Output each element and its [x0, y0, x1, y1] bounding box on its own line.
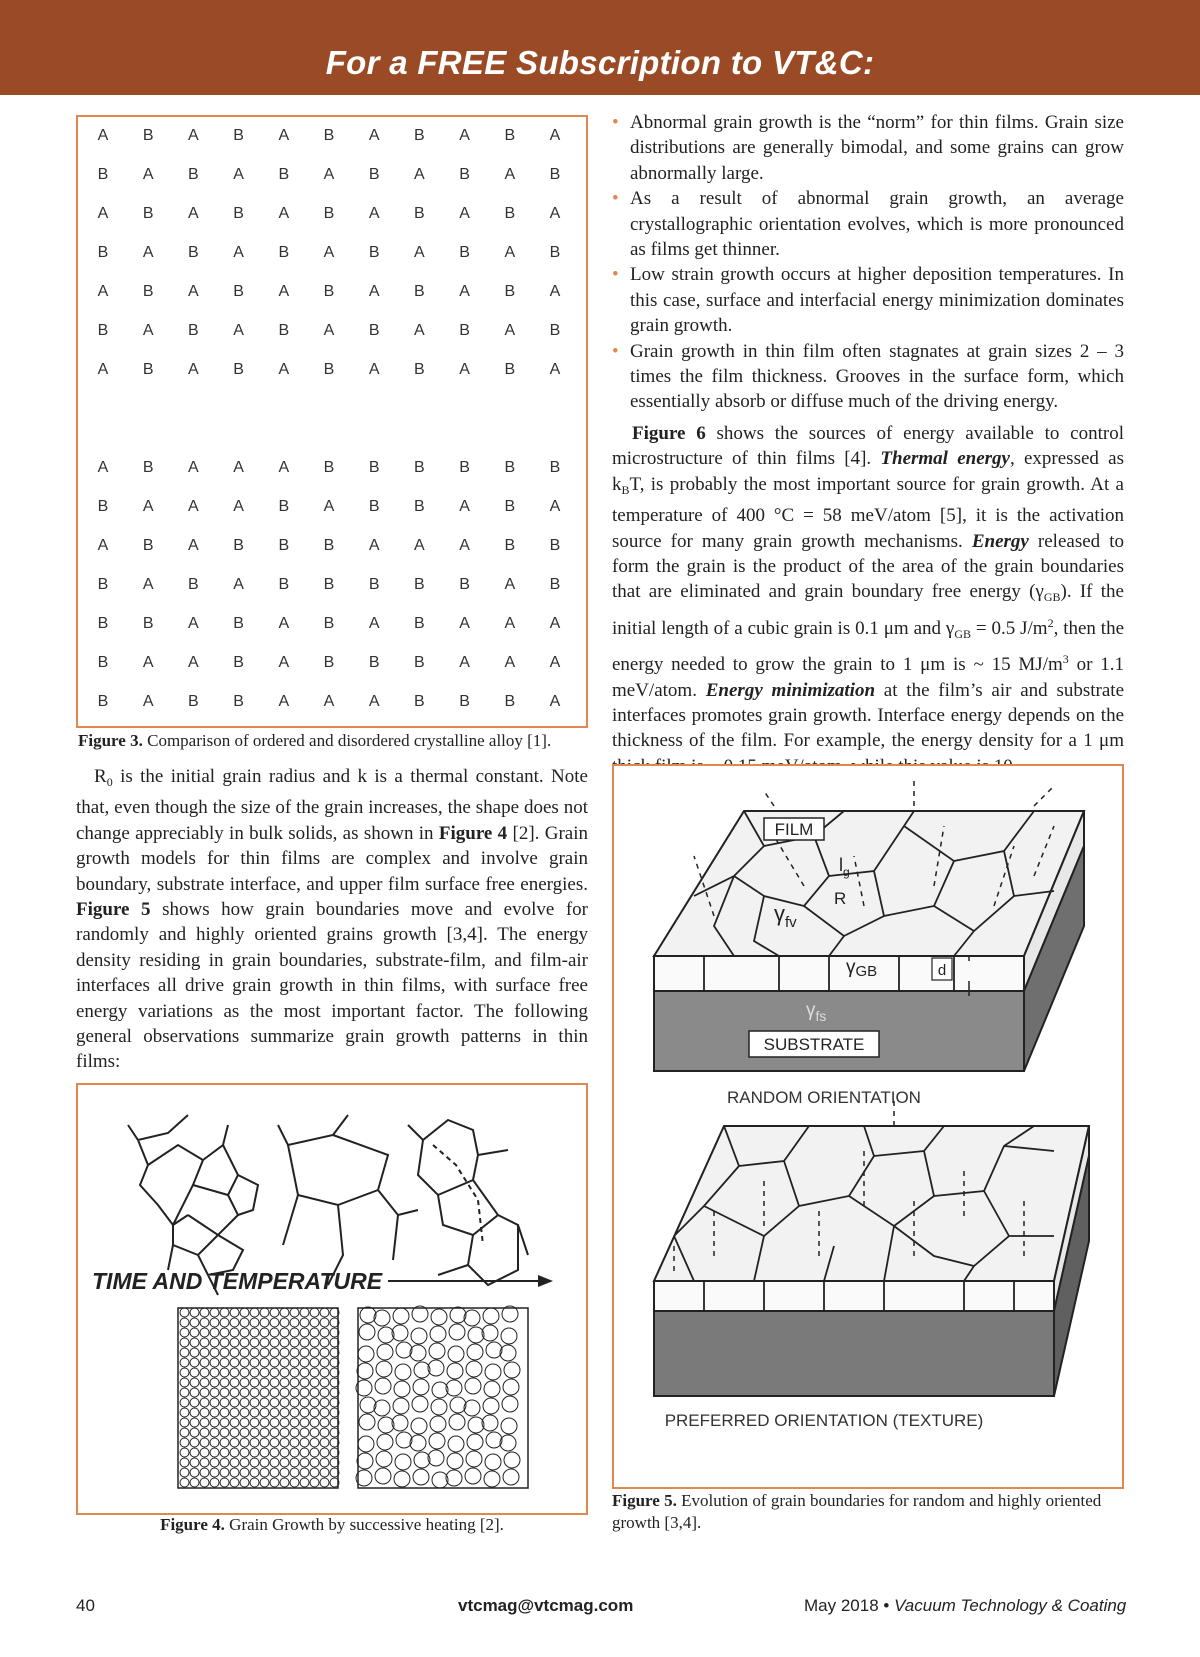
- alloy-atom: A: [549, 693, 561, 710]
- alloy-atom: A: [504, 166, 516, 183]
- alloy-atom: B: [549, 166, 561, 183]
- alloy-atom: A: [188, 205, 199, 222]
- alloy-atom: B: [142, 459, 154, 476]
- banner-title[interactable]: For a FREE Subscription to VT&C:: [325, 44, 875, 81]
- grain-sketch-2: [278, 1115, 418, 1285]
- alloy-atom: A: [188, 361, 199, 378]
- alloy-atom: A: [549, 283, 561, 300]
- figure-5-reference: Figure 5: [76, 899, 151, 921]
- alloy-atom: B: [459, 576, 470, 593]
- alloy-atom: A: [188, 654, 199, 671]
- alloy-atom: A: [278, 459, 290, 476]
- alloy-atom: A: [459, 283, 470, 300]
- alloy-atom: A: [278, 615, 290, 632]
- alloy-atom: B: [188, 693, 199, 710]
- footer-email[interactable]: vtcmag@vtcmag.com: [458, 1596, 634, 1615]
- alloy-atom: A: [233, 459, 244, 476]
- alloy-atom: A: [323, 166, 335, 183]
- alloy-atom: A: [188, 127, 199, 144]
- alloy-atom: B: [549, 322, 561, 339]
- alloy-atom: A: [549, 361, 561, 378]
- alloy-atom: B: [97, 166, 109, 183]
- textured-film-front-face: [654, 1281, 1054, 1311]
- figure-5-caption-label: Figure 5.: [612, 1491, 677, 1510]
- alloy-atom: A: [459, 127, 470, 144]
- alloy-atom: B: [188, 576, 199, 593]
- observation-item: • Grain growth in thin film often stagnates at grain sizes 2 – 3 times the film thickness. Grooves in the surface form, which essentially absorb or diffuse much of the driving energy.: [610, 339, 1124, 415]
- alloy-atom: B: [414, 576, 425, 593]
- alloy-atom: B: [142, 615, 154, 632]
- alloy-atom: B: [504, 283, 516, 300]
- r0-symbol: R: [94, 766, 107, 787]
- alloy-atom: A: [142, 322, 154, 339]
- right-text-4: released to form the grain is the product of the area of the grain boundaries that are eliminated and grain boundary free energy (γ: [612, 530, 1124, 603]
- right-text-6: = 0.5 J/m: [970, 617, 1048, 639]
- alloy-atom: A: [278, 361, 290, 378]
- figure-6-reference: Figure 6: [632, 423, 706, 444]
- right-text-3: T, is probably the most important source for grain growth. At a temperature of 400 °C = 58 meV/atom [5], it is the activation source for many grain growth mechanisms.: [612, 473, 1124, 552]
- alloy-atom: B: [233, 127, 244, 144]
- alloy-atom: A: [459, 615, 470, 632]
- kb-subscript: B: [621, 482, 630, 497]
- alloy-atom: B: [414, 127, 425, 144]
- alloy-atom: B: [233, 615, 244, 632]
- alloy-atom: B: [97, 654, 109, 671]
- alloy-atom: A: [323, 322, 335, 339]
- film-label: FILM: [774, 820, 814, 839]
- alloy-atom: B: [504, 127, 516, 144]
- observations-list: [610, 110, 1124, 415]
- alloy-atom: A: [233, 166, 244, 183]
- alloy-atom: A: [459, 537, 470, 554]
- alloy-atom: A: [142, 244, 154, 261]
- alloy-atom: B: [504, 537, 516, 554]
- alloy-atom: B: [368, 166, 380, 183]
- figure-4-caption-label: Figure 4.: [160, 1515, 225, 1534]
- alloy-atom: B: [97, 322, 109, 339]
- alloy-atom: B: [97, 615, 109, 632]
- alloy-atom: B: [549, 537, 561, 554]
- alloy-atom: B: [504, 361, 516, 378]
- grain-growth-illustration: [78, 1085, 586, 1513]
- alloy-atom: A: [414, 244, 425, 261]
- alloy-atom: B: [368, 244, 380, 261]
- time-arrow-head: [538, 1275, 553, 1287]
- alloy-atom: A: [233, 576, 244, 593]
- alloy-atom: A: [142, 654, 154, 671]
- alloy-atom: A: [97, 459, 109, 476]
- alloy-atom: B: [97, 693, 109, 710]
- alloy-atom: B: [233, 537, 244, 554]
- alloy-atom: A: [188, 615, 199, 632]
- thickness-label: d: [937, 962, 947, 979]
- figure-3-caption-text: Comparison of ordered and disordered crystalline alloy [1].: [142, 731, 552, 750]
- gamma-fs-label: $\gamma_{fs}$: [806, 1000, 827, 1024]
- alloy-atom: B: [368, 654, 380, 671]
- alloy-atom: B: [278, 322, 290, 339]
- alloy-atom: A: [188, 498, 199, 515]
- alloy-atom: B: [323, 537, 335, 554]
- alloy-atom: B: [368, 576, 380, 593]
- alloy-atom: A: [459, 361, 470, 378]
- alloy-atom: B: [323, 654, 335, 671]
- alloy-atom: A: [323, 244, 335, 261]
- left-text-2: [2]. Grain growth models for thin films are complex and involve grain boundary, substrate interface, and upper film surface free energies.: [76, 822, 588, 895]
- alloy-atom: A: [142, 576, 154, 593]
- alloy-atom: A: [323, 693, 335, 710]
- alloy-atom: A: [188, 537, 199, 554]
- figure-5-caption: [612, 1490, 1127, 1534]
- alloy-atom: A: [278, 654, 290, 671]
- random-orientation-label: RANDOM ORIENTATION: [727, 1088, 921, 1107]
- figure-3-box: [76, 115, 588, 728]
- alloy-atom: A: [459, 205, 470, 222]
- energy-term: Energy: [971, 530, 1029, 552]
- alloy-atom: B: [233, 283, 244, 300]
- alloy-atom: B: [504, 498, 516, 515]
- alloy-atom: A: [504, 244, 516, 261]
- alloy-atom: A: [142, 693, 154, 710]
- alloy-atom: A: [97, 283, 109, 300]
- alloy-atom: A: [414, 166, 425, 183]
- alloy-atom: B: [414, 615, 425, 632]
- alloy-atom: A: [278, 693, 290, 710]
- alloy-atom: A: [549, 498, 561, 515]
- time-temperature-label: TIME AND TEMPERATURE: [92, 1268, 383, 1294]
- alloy-atom: B: [142, 205, 154, 222]
- alloy-atom: B: [278, 244, 290, 261]
- alloy-atom: B: [323, 127, 335, 144]
- alloy-atom: A: [549, 615, 561, 632]
- alloy-atom: A: [504, 615, 516, 632]
- alloy-atom: A: [368, 537, 380, 554]
- alloy-atom: A: [278, 205, 290, 222]
- alloy-atom: B: [368, 322, 380, 339]
- figure-4-caption-text: Grain Growth by successive heating [2].: [224, 1515, 504, 1534]
- figure-4-reference: Figure 4: [438, 822, 508, 844]
- alloy-atom: B: [459, 166, 470, 183]
- alloy-atom: B: [188, 244, 199, 261]
- alloy-atom: B: [549, 576, 561, 593]
- alloy-atom: B: [142, 127, 154, 144]
- alloy-atom: A: [368, 283, 380, 300]
- footer-date: May 2018: [804, 1596, 879, 1615]
- alloy-atom: B: [414, 498, 425, 515]
- observation-item: • Abnormal grain growth is the “norm” for thin films. Grain size distributions are generally bimodal, and some grains can grow abnormally large.: [610, 110, 1124, 186]
- alloy-atom: B: [414, 283, 425, 300]
- alloy-atom: A: [97, 127, 109, 144]
- alloy-atom: B: [188, 322, 199, 339]
- textured-substrate-front-face: [654, 1311, 1054, 1396]
- energy-minimization-term: Energy minimization: [705, 679, 876, 701]
- right-paragraph: [612, 421, 1124, 779]
- alloy-atom: A: [278, 283, 290, 300]
- left-paragraph: [76, 764, 588, 1075]
- alloy-atom: A: [142, 166, 154, 183]
- left-text-3: shows how grain boundaries move and evolve for randomly and highly oriented grains growth [3,4]. The energy density residing in grain boundaries, substrate-film, and film-air interfaces all drive grain growth in thin films, with surface free energy variations as the most important factor. The following general observations summarize grain growth patterns in thin films:: [76, 899, 588, 1073]
- figure-3-caption: [78, 730, 598, 752]
- alloy-atom: A: [414, 537, 425, 554]
- r0-subscript: 0: [106, 775, 113, 789]
- figure-3-caption-label: Figure 3.: [78, 731, 143, 750]
- alloy-atom: B: [549, 244, 561, 261]
- header-banner: [0, 0, 1200, 95]
- right-text-2: , expressed as k: [612, 448, 1124, 495]
- figure-4-caption: [76, 1514, 588, 1536]
- alloy-atom: B: [233, 654, 244, 671]
- alloy-atom: B: [414, 654, 425, 671]
- alloy-atom: A: [504, 576, 516, 593]
- alloy-atom: A: [142, 498, 154, 515]
- right-text-9: at the film’s air and substrate interfaces promotes grain growth. Interface energy depends on the thickness of the film. For example, the energy density for a 1 μm: [612, 679, 1124, 752]
- gamma-fv-label: $\gamma_{fv}$: [774, 901, 797, 931]
- alloy-atom: A: [233, 498, 244, 515]
- alloy-atom: B: [323, 576, 335, 593]
- alloy-atom: B: [459, 322, 470, 339]
- right-text-7: , then the energy needed to grow the grain to 1 μm is ~ 15 MJ/m: [612, 617, 1125, 676]
- alloy-atom: A: [368, 205, 380, 222]
- squared-superscript: 2: [1047, 615, 1054, 630]
- alloy-atom: B: [233, 361, 244, 378]
- alloy-atom: A: [233, 244, 244, 261]
- alloy-atom: A: [549, 654, 561, 671]
- alloy-atom: B: [323, 615, 335, 632]
- alloy-atom: A: [504, 654, 516, 671]
- thermal-energy-term: Thermal energy: [880, 448, 1010, 470]
- alloy-atom: B: [323, 283, 335, 300]
- alloy-atom: A: [97, 361, 109, 378]
- alloy-atom: A: [368, 127, 380, 144]
- alloy-atom: A: [233, 322, 244, 339]
- alloy-atom: A: [368, 693, 380, 710]
- alloy-atom: B: [414, 361, 425, 378]
- preferred-orientation-label: PREFERRED ORIENTATION (TEXTURE): [664, 1411, 984, 1430]
- alloy-atom: B: [459, 244, 470, 261]
- alloy-atom: B: [278, 498, 290, 515]
- gb-subscript-2: GB: [954, 626, 971, 641]
- alloy-atom: B: [278, 166, 290, 183]
- footer-separator: •: [883, 1596, 890, 1615]
- radius-label: R: [834, 889, 847, 908]
- page-number: 40: [76, 1596, 95, 1615]
- footer-issue: [804, 1596, 1126, 1616]
- alloy-atom: A: [414, 322, 425, 339]
- alloy-atom: A: [368, 615, 380, 632]
- alloy-atom: A: [278, 127, 290, 144]
- alloy-atom: A: [549, 205, 561, 222]
- grain-sketch-3: [408, 1120, 528, 1285]
- alloy-atom: B: [278, 576, 290, 593]
- alloy-atom: B: [549, 459, 561, 476]
- cubed-superscript: 3: [1062, 652, 1069, 667]
- alloy-atom: B: [323, 205, 335, 222]
- lg-label: $l_g$: [839, 855, 850, 879]
- alloy-atom: A: [188, 459, 199, 476]
- alloy-atom: B: [323, 361, 335, 378]
- alloy-atom: B: [142, 537, 154, 554]
- footer-magazine-name: Vacuum Technology & Coating: [894, 1596, 1127, 1615]
- right-text-8: or 1.1 meV/atom.: [612, 654, 1124, 701]
- alloy-atom: A: [323, 498, 335, 515]
- alloy-atom: B: [188, 166, 199, 183]
- alloy-atom: B: [504, 459, 516, 476]
- alloy-atom: B: [459, 693, 470, 710]
- alloy-atom: A: [188, 283, 199, 300]
- figure-5-caption-text: Evolution of grain boundaries for random and highly oriented growth [3,4].: [612, 1491, 1102, 1532]
- alloy-atom: B: [278, 537, 290, 554]
- alloy-atom: B: [142, 283, 154, 300]
- alloy-atom: A: [459, 654, 470, 671]
- alloy-atom: B: [142, 361, 154, 378]
- alloy-atom: A: [97, 537, 109, 554]
- alloy-atom: B: [97, 576, 109, 593]
- alloy-atom: A: [97, 205, 109, 222]
- observation-item: • Low strain growth occurs at higher deposition temperatures. In this case, surface and interfacial energy minimization dominates grain growth.: [610, 262, 1124, 338]
- gb-subscript: GB: [1043, 590, 1061, 605]
- figure-4-box: [76, 1083, 588, 1515]
- left-text-1: is the initial grain radius and k is a thermal constant. Note that, even though the size of the grain increases, the shape does not change appreciably in bulk solids, as shown in: [76, 766, 588, 844]
- right-text-5: ). If the initial length of a cubic grain is 0.1 μm and γ: [612, 581, 1124, 639]
- alloy-atom: B: [323, 459, 335, 476]
- grain-orientation-illustration: [614, 766, 1122, 1487]
- alloy-atom: B: [504, 693, 516, 710]
- alloy-atom: B: [459, 459, 470, 476]
- alloy-atom: B: [368, 498, 380, 515]
- alloy-atom: B: [414, 693, 425, 710]
- figure-5-box: [612, 764, 1124, 1489]
- alloy-atom: B: [233, 205, 244, 222]
- alloy-atom: B: [368, 459, 380, 476]
- observation-item: • As a result of abnormal grain growth, an average crystallographic orientation evolves, which is more pronounced as films get thinner.: [610, 186, 1124, 262]
- alloy-atom: B: [504, 205, 516, 222]
- alloy-atom: B: [414, 205, 425, 222]
- alloy-atom: A: [368, 361, 380, 378]
- alloy-atom: A: [459, 498, 470, 515]
- alloy-atom: B: [414, 459, 425, 476]
- alloy-atom: B: [233, 693, 244, 710]
- substrate-label: SUBSTRATE: [763, 1035, 865, 1054]
- alloy-atom: B: [97, 244, 109, 261]
- alloy-atom: A: [504, 322, 516, 339]
- alloy-atom: B: [97, 498, 109, 515]
- right-text-1: shows the sources of energy available to control microstructure of thin films [4].: [612, 423, 1124, 470]
- gamma-gb-label: γGB: [846, 957, 878, 980]
- alloy-atom: A: [549, 127, 561, 144]
